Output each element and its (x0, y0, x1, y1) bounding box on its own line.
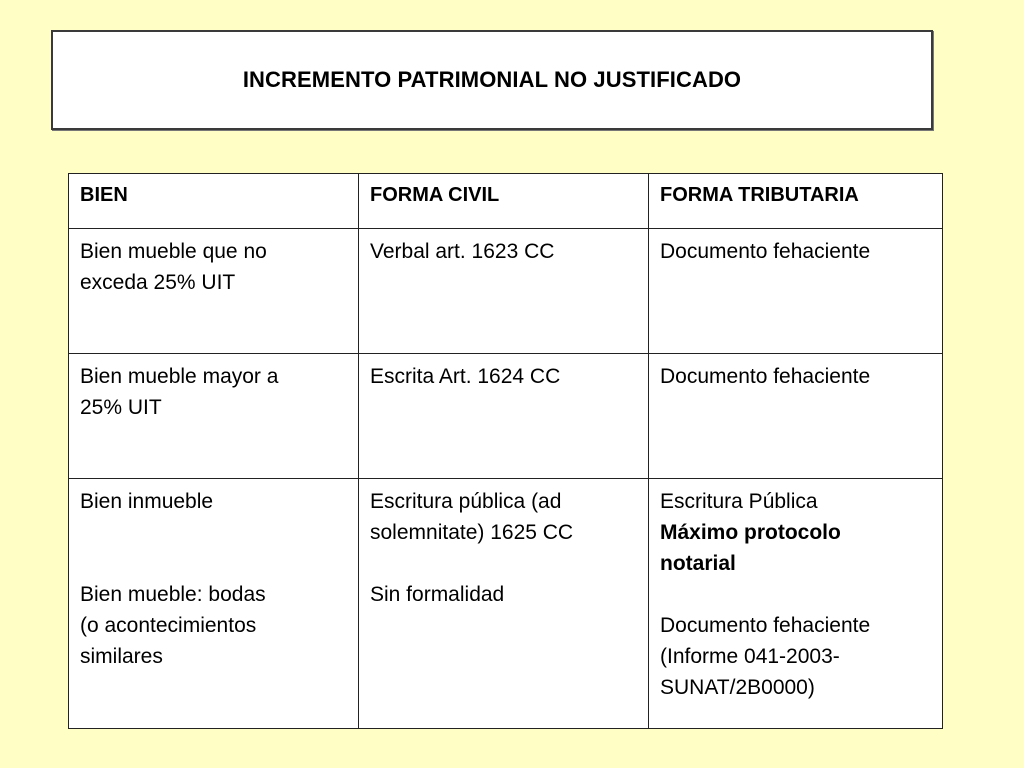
cell-line: Escrita Art. 1624 CC (370, 365, 561, 388)
header-forma-tributaria: FORMA TRIBUTARIA (649, 174, 943, 229)
cell-forma-tributaria (649, 354, 943, 479)
cell-forma-tributaria (649, 229, 943, 354)
header-forma-civil: FORMA CIVIL (359, 174, 649, 229)
cell-line: Documento fehaciente (660, 614, 871, 637)
page-title: INCREMENTO PATRIMONIAL NO JUSTIFICADO (242, 67, 742, 92)
cell-line: Documento fehaciente (660, 365, 871, 388)
cell-line: similares (80, 645, 163, 668)
table-header-row (69, 174, 943, 229)
table-row (69, 354, 943, 479)
cell-line: 25% UIT (80, 396, 162, 419)
cell-line: Bien inmueble (80, 490, 214, 513)
cell-line: solemnitate) 1625 CC (370, 521, 574, 544)
table-row (69, 479, 943, 729)
cell-line-bold: Máximo protocolo (660, 521, 841, 544)
cell-line-bold: notarial (660, 552, 736, 575)
cell-bien (69, 229, 359, 354)
cell-bien (69, 479, 359, 729)
cell-forma-civil (359, 354, 649, 479)
cell-line: SUNAT/2B0000) (660, 676, 815, 699)
title-box (51, 30, 933, 130)
cell-line: Bien mueble: bodas (80, 583, 266, 606)
cell-line: (Informe 041-2003- (660, 645, 840, 668)
cell-line: exceda 25% UIT (80, 271, 236, 294)
cell-line: Escritura pública (ad (370, 490, 562, 513)
comparison-table (68, 173, 943, 729)
cell-bien (69, 354, 359, 479)
cell-line: Verbal art. 1623 CC (370, 240, 555, 263)
cell-line: (o acontecimientos (80, 614, 257, 637)
cell-line: Sin formalidad (370, 583, 505, 606)
cell-forma-civil (359, 229, 649, 354)
header-bien: BIEN (69, 174, 359, 229)
cell-forma-civil (359, 479, 649, 729)
table-row (69, 229, 943, 354)
cell-line: Documento fehaciente (660, 240, 871, 263)
cell-line: Bien mueble que no (80, 240, 267, 263)
cell-line: Bien mueble mayor a (80, 365, 279, 388)
cell-forma-tributaria (649, 479, 943, 729)
cell-line: Escritura Pública (660, 490, 818, 513)
